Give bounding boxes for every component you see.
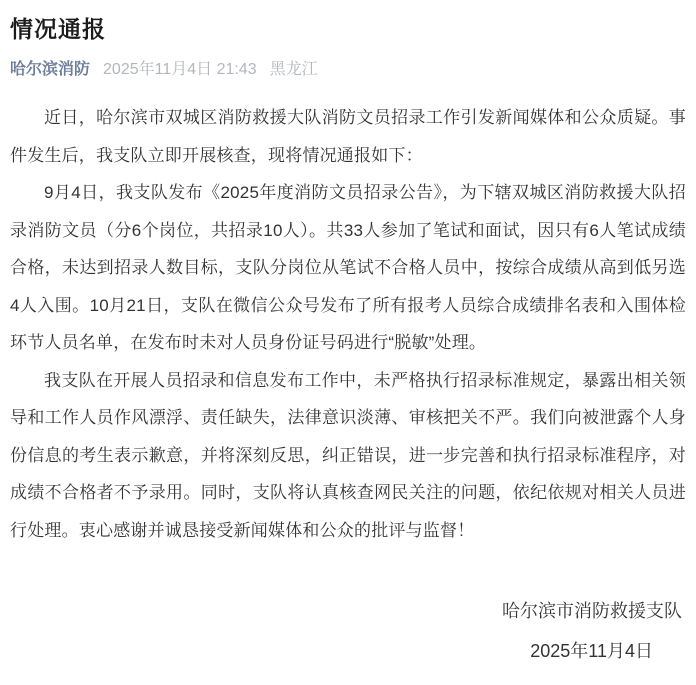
- page-title: 情况通报: [10, 16, 106, 42]
- author-link[interactable]: 哈尔滨消防: [10, 61, 91, 78]
- signature-date: 2025年11月4日: [530, 641, 653, 661]
- signature-block: [10, 591, 686, 671]
- notice-paragraph-1: 近日，哈尔滨市双城区消防救援大队消防文员招录工作引发新闻媒体和公众质疑。事件发生后，我支队立即开展核查，现将情况通报如下：: [10, 108, 686, 165]
- byline: [10, 59, 686, 81]
- post-location: 黑龙江: [269, 61, 318, 78]
- notice-paragraph-2: 9月4日，我支队发布《2025年度消防文员招录公告》，为下辖双城区消防救援大队招录消防文员（分6个岗位，共招录10人）。共33人参加了笔试和面试，因只有6人笔试成绩合格，未达到招录人数目标，支队分岗位从笔试不合格人员中，按综合成绩从高到低另选4人入围。10月21日，支队在微信公众号发布了所有报考人员综合成绩排名表和入围体检环节人员名单，在发布时未对人员身份证号码进行“脱敏”处理。: [10, 183, 686, 352]
- notice-paragraph-3: 我支队在开展人员招录和信息发布工作中，未严格执行招录标准规定，暴露出相关领导和工作人员作风漂浮、责任缺失，法律意识淡薄、审核把关不严。我们向被泄露个人身份信息的考生表示歉意，并将深刻反思，纠正错误，进一步完善和执行招录标准程序，对成绩不合格者不予录用。同时，支队将认真核查网民关注的问题，依纪依规对相关人员进行处理。衷心感谢并诚恳接受新闻媒体和公众的批评与监督！: [10, 370, 686, 540]
- notice-body: [10, 99, 686, 549]
- signature-name: 哈尔滨市消防救援支队: [502, 601, 682, 621]
- post-datetime: 2025年11月4日 21:43: [103, 61, 257, 78]
